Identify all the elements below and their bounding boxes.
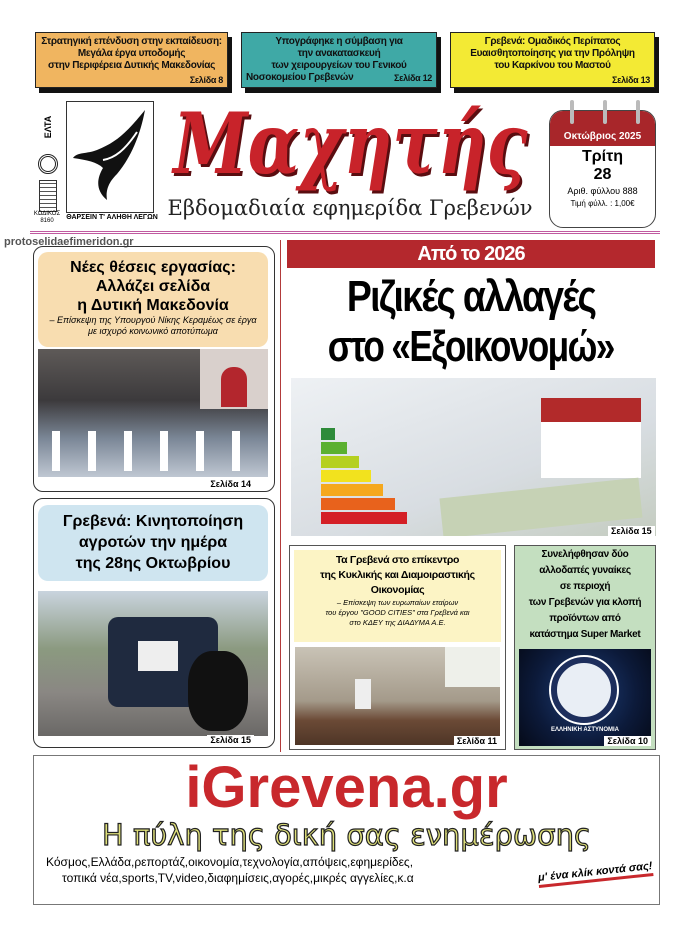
ad-brand: iGrevena.gr xyxy=(185,755,508,820)
calendar-day: 28 xyxy=(593,166,612,183)
teaser-line: την ανακατασκευή xyxy=(297,48,381,59)
calendar xyxy=(549,110,656,228)
story-subtitle: – Επίσκεψη των ευρωπαίων εταίρων xyxy=(336,598,459,607)
motto: ΘΑΡΣΕΙΝ Τ' ΑΛΗΘΗ ΛΕΓΩΝ xyxy=(66,214,158,221)
issue-number: Αριθ. φύλλου 888 xyxy=(567,186,638,196)
teaser-hospital[interactable] xyxy=(241,32,437,88)
story-headline-bg xyxy=(294,550,501,642)
teaser-line: στην Περιφέρεια Δυτικής Μακεδονίας xyxy=(48,60,215,71)
teaser-education[interactable] xyxy=(35,32,228,88)
story-photo-tractor xyxy=(38,591,268,736)
teaser-line: Ευαισθητοποίησης για την Πρόληψη xyxy=(470,48,635,59)
story-title: της 28ης Οκτωβρίου xyxy=(75,555,231,572)
teaser-page: Σελίδα 12 xyxy=(394,73,432,83)
story-title: αγροτών την ημέρα xyxy=(78,534,228,551)
teaser-line: Μεγάλα έργα υποδομής xyxy=(77,48,186,59)
ad-tagline: Η πύλη της δική σας ενημέρωσης xyxy=(102,818,591,852)
story-police[interactable] xyxy=(514,545,656,750)
teaser-walk[interactable] xyxy=(450,32,655,88)
story-headline-bg xyxy=(38,505,268,581)
code-label: ΚΩΔΙΚΟΣ xyxy=(33,211,61,217)
teaser-line: του Καρκίνου του Μαστού xyxy=(494,60,611,71)
story-photo-jobs xyxy=(38,349,268,477)
story-page: Σελίδα 11 xyxy=(454,736,500,746)
story-circular-economy[interactable] xyxy=(289,545,506,750)
story-photo-meeting xyxy=(295,647,500,745)
teaser-page: Σελίδα 13 xyxy=(612,75,650,85)
ad-igrevena[interactable] xyxy=(33,755,660,905)
story-title: Τα Γρεβενά στο επίκεντρο xyxy=(335,554,460,566)
story-title: Συνελήφθησαν δύο xyxy=(541,549,629,560)
elta-strip xyxy=(33,100,63,210)
teaser-line: Νοσοκομείου Γρεβενών xyxy=(246,72,354,83)
main-title-line: στο «Εξοικονομώ» xyxy=(328,322,614,371)
story-subtitle: του έργου "GOOD CITIES" στα Γρεβενά και xyxy=(325,608,470,617)
code-value: 8160 xyxy=(40,218,54,224)
story-title: κατάστημα Super Market xyxy=(529,629,641,640)
story-page: Σελίδα 10 xyxy=(604,736,651,746)
story-title: σε περιοχή xyxy=(559,581,611,592)
story-title: Αλλάζει σελίδα xyxy=(95,278,211,295)
column-divider xyxy=(280,240,281,752)
story-title: Νέες θέσεις εργασίας: xyxy=(70,259,236,276)
postal-code xyxy=(30,211,64,225)
masthead-logo xyxy=(66,101,154,213)
main-kicker: Από το 2026 xyxy=(287,240,655,268)
story-photo-police xyxy=(519,649,651,746)
story-title: αλλοδαπές γυναίκες xyxy=(539,565,631,576)
newspaper-subtitle: Εβδομαδιαία εφημερίδα Γρεβενών xyxy=(167,196,533,220)
story-title: προϊόντων από xyxy=(549,613,621,624)
teaser-line: Υπογράφηκε η σύμβαση για xyxy=(275,36,403,47)
story-headline-bg xyxy=(38,252,268,347)
seal-icon xyxy=(38,154,58,174)
price: Τιμή φύλλ. : 1,00€ xyxy=(570,199,635,208)
calendar-month: Οκτώβριος 2025 xyxy=(550,111,655,146)
calendar-rings xyxy=(570,100,640,124)
calendar-day-name: Τρίτη xyxy=(581,148,624,165)
story-jobs[interactable] xyxy=(33,246,275,492)
story-title: η Δυτική Μακεδονία xyxy=(77,297,229,314)
teaser-line: Γρεβενά: Ομαδικός Περίπατος xyxy=(484,36,621,47)
header-divider xyxy=(30,231,660,234)
newspaper-title-wrap xyxy=(160,94,540,193)
story-page: Σελίδα 15 xyxy=(207,735,254,745)
watermark: protoselidaefimeridon.gr xyxy=(4,236,134,248)
main-headline[interactable] xyxy=(287,272,655,372)
main-photo-energy xyxy=(291,378,656,536)
story-title: Γρεβενά: Κινητοποίηση xyxy=(62,513,244,530)
barcode-icon xyxy=(39,180,57,212)
ad-line2: τοπικά νέα,sports,TV,video,διαφημίσεις,αγορές,μικρές αγγελίες,κ.α xyxy=(62,871,414,885)
eagle-logo-icon xyxy=(67,102,153,212)
main-title-line: Ριζικές αλλαγές xyxy=(346,272,596,321)
story-title: των Γρεβενών για κλοπή xyxy=(528,597,642,608)
story-subtitle: – Επίσκεψη της Υπουργού Νίκης Κεραμέως σε έργα με ισχυρό κοινωνικό αποτύπωμα xyxy=(49,315,257,336)
ad-slogan: μ' ένα κλίκ κοντά σας! xyxy=(538,860,654,888)
story-title: της Κυκλικής και Διαμοιραστικής xyxy=(320,569,475,581)
main-page: Σελίδα 15 xyxy=(608,526,655,536)
ad-line1: Κόσμος,Ελλάδα,ρεπορτάζ,οικονομία,τεχνολογία,απόψεις,εφημερίδες, xyxy=(46,855,414,869)
teaser-line: των χειρουργείων του Γενικού xyxy=(271,60,407,71)
story-page: Σελίδα 14 xyxy=(207,479,254,489)
story-farmers[interactable] xyxy=(33,498,275,748)
police-badge-text: ΕΛΛΗΝΙΚΗ ΑΣΤΥΝΟΜΙΑ xyxy=(550,727,620,733)
teaser-page: Σελίδα 8 xyxy=(189,75,223,85)
story-subtitle: στο ΚΔΕΥ της ΔΙΑΔΥΜΑ Α.Ε. xyxy=(349,618,446,627)
story-title: Οικονομίας xyxy=(370,584,425,596)
newspaper-title: Μαχητής xyxy=(172,94,528,193)
teaser-line: Στρατηγική επένδυση στην εκπαίδευση: xyxy=(41,36,222,47)
elta-logo: ΕΛΤΑ xyxy=(43,115,53,139)
